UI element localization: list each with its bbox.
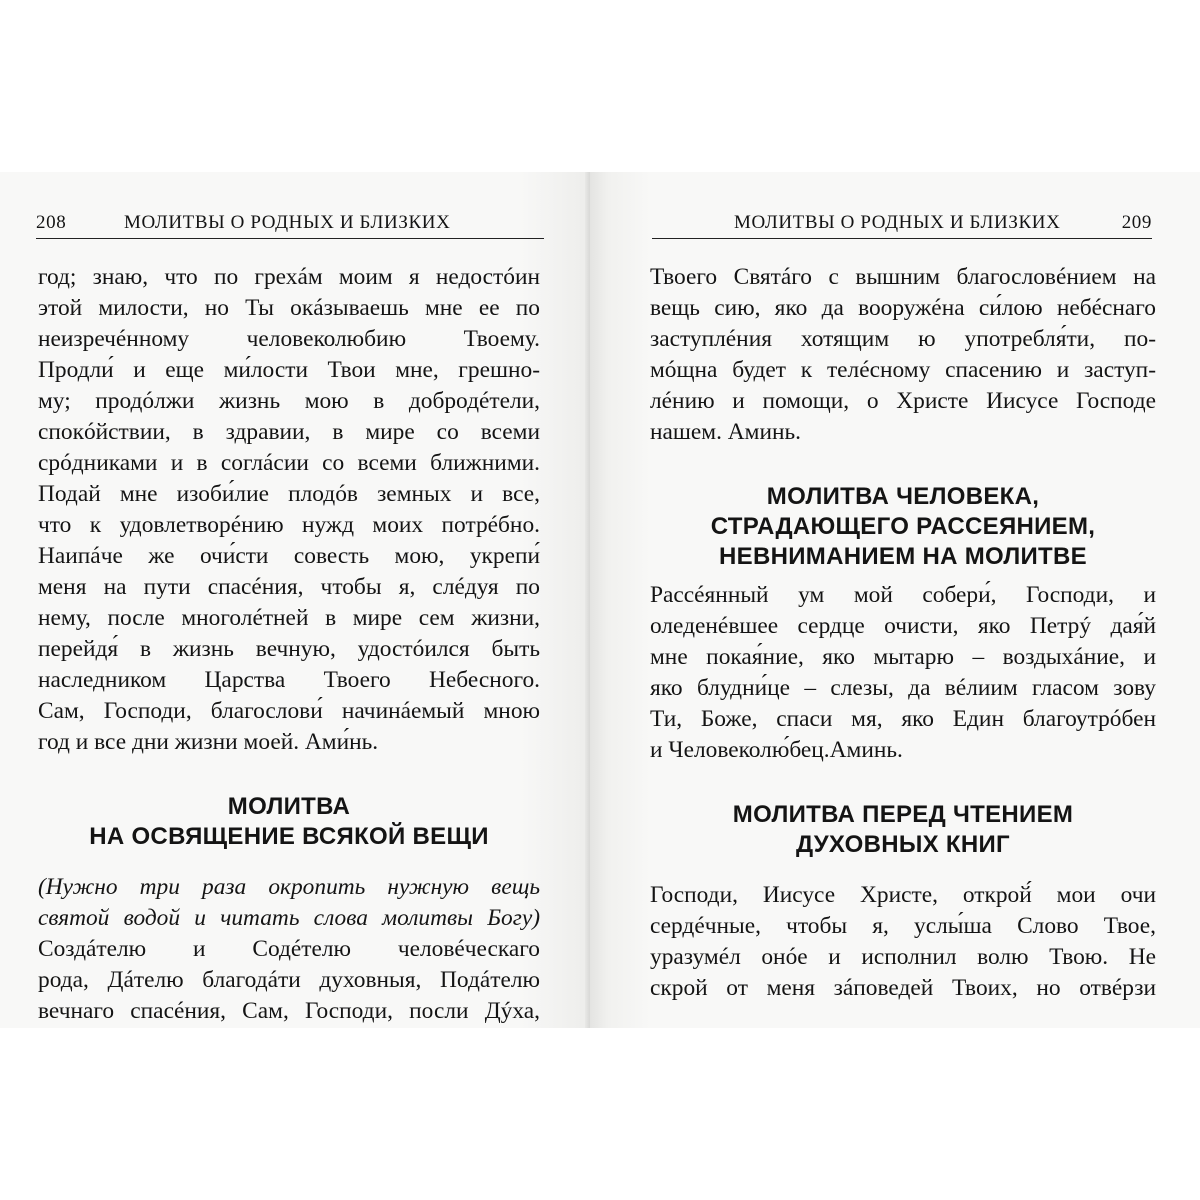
page-number: 209 [1121, 212, 1152, 233]
section-heading: НЕВНИМАНИЕМ НА МОЛИТВЕ [719, 543, 1087, 570]
instruction-note: святой водой и читать слова молитвы Богу) [38, 905, 540, 931]
left-page [0, 172, 590, 1028]
text-line: Ти, Боже, спаси мя, яко Един благоутрóбен [650, 706, 1156, 732]
text-line: Сам, Господи, благослови́ начинáемый мною [38, 698, 540, 724]
text-line: Подай мне изоби́лие плодóв земных и все, [38, 481, 540, 507]
section-heading: МОЛИТВА [227, 793, 351, 820]
text-line: нашем. Аминь. [650, 419, 802, 445]
text-line: заступлéния хотящим ю употребля́ти, по- [650, 326, 1156, 352]
section-heading: ДУХОВНЫХ КНИГ [796, 831, 1010, 858]
left-page-header [36, 210, 544, 239]
text-line: Твоего Святáго с вышним благословéнием на [650, 264, 1156, 290]
text-line: яко блудни́це – слезы, да вéлиим гласом зову [650, 675, 1156, 701]
text-line: неизречéнному человеколюбию Твоему. [38, 326, 540, 352]
text-line: перейдя́ в жизнь вечную, удостóился быть [38, 636, 540, 662]
text-line: рода, Дáтелю благодáти духовныя, Подáтелю [38, 967, 540, 993]
right-page-text [650, 262, 1156, 1004]
right-page [590, 172, 1200, 1028]
text-line: му; продóлжи жизнь мою в добродéтели, [38, 388, 540, 414]
text-line: лéнию и помощи, о Христе Иисусе Господе [650, 388, 1156, 414]
text-line: и Человеколю́бец.Аминь. [650, 737, 903, 763]
text-line: вечнаго спасéния, Сам, Господи, посли Дýха, [38, 998, 540, 1024]
right-page-header [652, 210, 1152, 239]
text-line: нему, после многолéтней в мире сем жизни, [38, 605, 540, 631]
text-line: оледенéвшее сердце очисти, яко Петрý дая́й [650, 613, 1156, 639]
text-line: мóщна будет к телéсному спасению и заступ- [650, 357, 1156, 383]
text-line: Создáтелю и Содéтелю человéческаго [38, 936, 540, 962]
text-line: скрой от меня зáповедей Твоих, но отвéрзи [650, 975, 1156, 1001]
text-line: Рассéянный ум мой собери́, Господи, и [650, 582, 1156, 608]
left-page-text [38, 262, 540, 1027]
text-line: уразумéл онóе и исполнил волю Твою. Не [650, 944, 1156, 970]
text-line: год; знаю, что по грехáм моим я недостóин [38, 264, 540, 290]
text-line: сердéчные, чтобы я, услы́ша Слово Твое, [650, 913, 1156, 939]
text-line: год и все дни жизни моей. Ами́нь. [38, 729, 379, 755]
running-head: МОЛИТВЫ О РОДНЫХ И БЛИЗКИХ [124, 212, 451, 233]
section-heading: МОЛИТВА ПЕРЕД ЧТЕНИЕМ [732, 801, 1074, 828]
text-line: Господи, Иисусе Христе, открой́ мои очи [650, 882, 1156, 908]
text-line: спокóйствии, в здравии, в мире со всеми [38, 419, 540, 445]
text-line: Наипáче же очи́сти совесть мою, укрепи́ [38, 543, 540, 569]
section-heading: МОЛИТВА ЧЕЛОВЕКА, [766, 483, 1040, 510]
text-line: этой милости, но Ты окáзываешь мне ее по [38, 295, 540, 321]
text-line: мне покая́ние, яко мытарю – воздыхáние, и [650, 644, 1156, 670]
text-line: что к удовлетворéнию нужд моих потрéбно. [38, 512, 540, 538]
book-spread [0, 172, 1200, 1028]
instruction-note: (Нужно три раза окропить нужную вещь [38, 874, 540, 900]
section-heading: СТРАДАЮЩЕГО РАССЕЯНИЕМ, [710, 513, 1096, 540]
text-line: Продли́ и еще ми́лости Твои мне, грешно- [38, 357, 540, 383]
text-line: срóдниками и в соглáсии со всеми ближними. [38, 450, 540, 476]
text-line: наследником Царства Твоего Небесного. [38, 667, 540, 693]
section-heading: НА ОСВЯЩЕНИЕ ВСЯКОЙ ВЕЩИ [89, 823, 489, 850]
text-line: вещь сию, яко да вооружéна си́лою небéснаго [650, 295, 1156, 321]
page-number: 208 [36, 212, 67, 233]
running-head: МОЛИТВЫ О РОДНЫХ И БЛИЗКИХ [734, 212, 1061, 233]
text-line: меня на пути спасéния, чтобы я, слéдуя по [38, 574, 540, 600]
